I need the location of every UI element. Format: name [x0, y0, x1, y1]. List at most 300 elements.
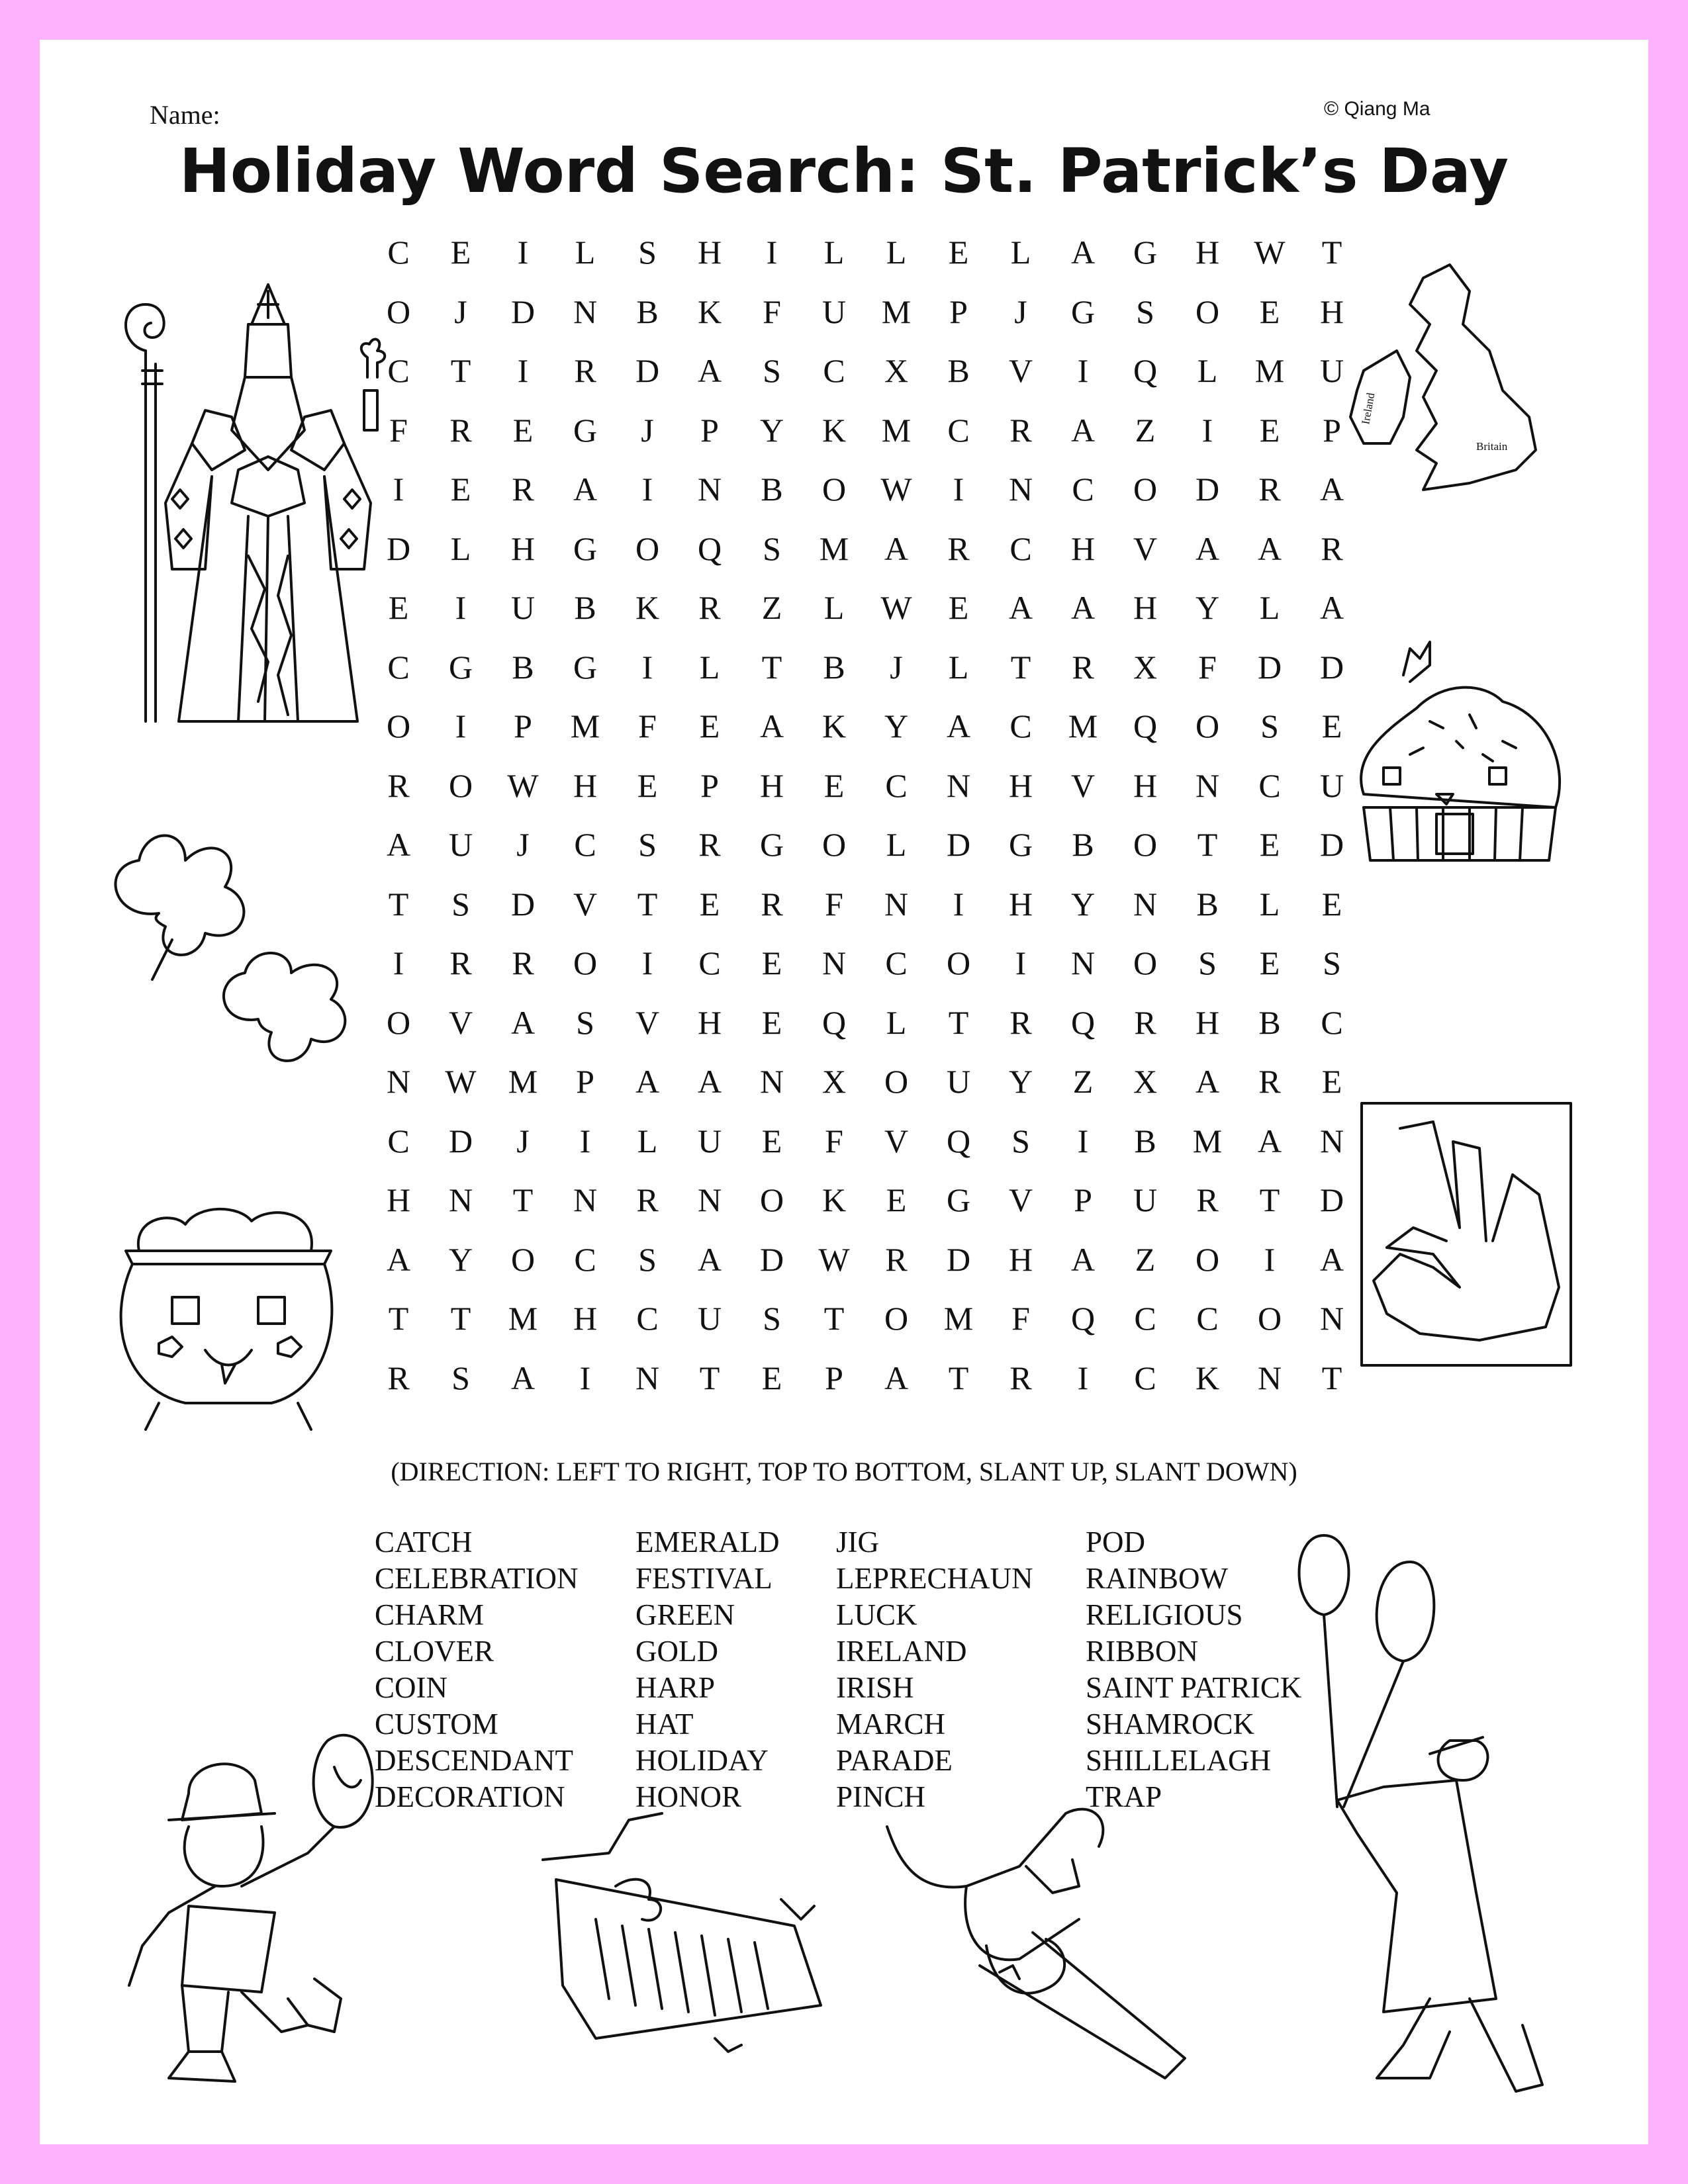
grid-letter: A: [1257, 529, 1282, 567]
grid-letter: S: [763, 352, 781, 389]
word-list-item: HAT: [635, 1707, 694, 1741]
grid-letter: U: [1319, 766, 1344, 804]
grid-letter: I: [953, 471, 964, 508]
word-list-item: TRAP: [1086, 1780, 1162, 1813]
word-list-item: JIG: [836, 1525, 879, 1559]
grid-letter: O: [635, 529, 660, 567]
grid-letter: R: [761, 885, 783, 923]
grid-letter: R: [387, 1359, 410, 1396]
grid-letter: D: [448, 1122, 473, 1160]
grid-letter: L: [886, 234, 907, 271]
grid-letter: V: [884, 1122, 909, 1160]
grid-letter: C: [1009, 707, 1032, 745]
grid-letter: H: [1070, 529, 1096, 567]
grid-letter: U: [510, 589, 536, 626]
grid-letter: I: [1264, 1240, 1276, 1278]
word-list-item: LUCK: [836, 1598, 917, 1631]
grid-letter: O: [821, 471, 847, 508]
grid-letter: A: [1008, 589, 1033, 626]
grid-letter: H: [510, 529, 536, 567]
grid-letter: S: [451, 885, 470, 923]
grid-letter: E: [699, 707, 720, 745]
cupcake-icon: [1337, 635, 1575, 927]
word-list-item: MARCH: [836, 1707, 946, 1741]
direction-note: (DIRECTION: LEFT TO RIGHT, TOP TO BOTTOM, SLANT UP, SLANT DOWN): [391, 1457, 1297, 1486]
grid-letter: S: [638, 1240, 657, 1278]
word-list-item: PINCH: [836, 1780, 926, 1813]
word-list-item: GOLD: [635, 1635, 718, 1668]
grid-letter: R: [1009, 1359, 1032, 1396]
grid-letter: L: [1259, 589, 1280, 626]
grid-letter: J: [516, 826, 530, 863]
grid-letter: X: [821, 1063, 847, 1100]
ok-hand-icon: [1360, 1102, 1572, 1367]
grid-letter: O: [1195, 707, 1220, 745]
grid-letter: B: [1134, 1122, 1156, 1160]
grid-letter: H: [1008, 1240, 1033, 1278]
grid-letter: C: [574, 826, 596, 863]
grid-letter: O: [1133, 944, 1158, 981]
word-list-item: DECORATION: [375, 1780, 565, 1813]
grid-letter: J: [1014, 293, 1027, 330]
grid-letter: O: [573, 944, 598, 981]
grid-letter: I: [517, 352, 529, 389]
grid-letter: R: [387, 766, 410, 804]
grid-letter: Y: [884, 707, 909, 745]
grid-letter: L: [823, 234, 845, 271]
britain-ireland-map-icon: [1337, 251, 1562, 503]
grid-letter: N: [697, 471, 722, 508]
grid-letter: S: [451, 1359, 470, 1396]
grid-letter: I: [641, 944, 653, 981]
grid-letter: U: [697, 1122, 722, 1160]
grid-letter: T: [388, 1300, 409, 1337]
grid-letter: R: [636, 1181, 659, 1218]
grid-letter: O: [510, 1240, 536, 1278]
grid-letter: E: [450, 471, 471, 508]
grid-letter: S: [1011, 1122, 1030, 1160]
grid-letter: T: [761, 648, 782, 686]
grid-letter: G: [573, 648, 598, 686]
grid-letter: I: [641, 471, 653, 508]
grid-letter: O: [386, 1003, 411, 1041]
grid-letter: I: [1201, 411, 1213, 449]
grid-letter: H: [573, 1300, 598, 1337]
grid-letter: M: [570, 707, 600, 745]
grid-letter: U: [1319, 352, 1344, 389]
grid-letter: O: [759, 1181, 784, 1218]
grid-letter: E: [1259, 411, 1280, 449]
grid-letter: A: [1070, 411, 1096, 449]
grid-letter: E: [388, 589, 409, 626]
grid-letter: D: [510, 885, 536, 923]
word-list-item: COIN: [375, 1671, 447, 1704]
grid-letter: E: [450, 234, 471, 271]
grid-letter: N: [884, 885, 909, 923]
grid-letter: X: [884, 352, 909, 389]
grid-letter: E: [761, 1122, 782, 1160]
grid-letter: G: [1133, 234, 1158, 271]
grid-letter: I: [641, 648, 653, 686]
word-list-item: GREEN: [635, 1598, 735, 1631]
grid-letter: C: [387, 234, 410, 271]
grid-letter: D: [1319, 648, 1344, 686]
word-list-item: CELEBRATION: [375, 1562, 579, 1595]
grid-letter: O: [1195, 293, 1220, 330]
copyright: © Qiang Ma: [1324, 98, 1430, 120]
grid-letter: B: [1196, 885, 1219, 923]
grid-letter: Q: [821, 1003, 847, 1041]
grid-letter: N: [1133, 885, 1158, 923]
grid-letter: A: [946, 707, 971, 745]
grid-letter: O: [821, 826, 847, 863]
grid-letter: R: [512, 471, 534, 508]
grid-letter: I: [579, 1359, 591, 1396]
grid-letter: Z: [1135, 1240, 1156, 1278]
grid-letter: Y: [448, 1240, 473, 1278]
grid-letter: W: [880, 589, 912, 626]
grid-letter: A: [697, 352, 722, 389]
grid-letter: N: [386, 1063, 411, 1100]
grid-letter: R: [1258, 471, 1281, 508]
word-list-item: EMERALD: [635, 1525, 780, 1559]
pot-of-gold-icon: [106, 1191, 384, 1456]
grid-letter: S: [1260, 707, 1279, 745]
grid-letter: E: [761, 1003, 782, 1041]
grid-letter: U: [697, 1300, 722, 1337]
grid-letter: H: [1008, 885, 1033, 923]
grid-letter: W: [818, 1240, 850, 1278]
grid-letter: Y: [1195, 589, 1220, 626]
grid-letter: N: [1257, 1359, 1282, 1396]
grid-letter: D: [759, 1240, 784, 1278]
grid-letter: H: [1195, 1003, 1220, 1041]
word-list-item: LEPRECHAUN: [836, 1562, 1033, 1595]
grid-letter: L: [637, 1122, 658, 1160]
grid-letter: B: [574, 589, 596, 626]
grid-letter: V: [573, 885, 598, 923]
grid-letter: S: [1198, 944, 1217, 981]
grid-letter: K: [635, 589, 660, 626]
girl-with-balloons-icon: [1231, 1522, 1602, 2105]
grid-letter: K: [821, 1181, 847, 1218]
shillelagh-icon: [880, 1787, 1211, 2091]
grid-letter: O: [386, 293, 411, 330]
grid-letter: S: [576, 1003, 594, 1041]
grid-letter: N: [1195, 766, 1220, 804]
grid-letter: N: [1319, 1300, 1344, 1337]
grid-letter: Y: [1070, 885, 1096, 923]
grid-letter: D: [1195, 471, 1220, 508]
grid-letter: L: [886, 826, 907, 863]
grid-letter: H: [1133, 589, 1158, 626]
grid-letter: N: [697, 1181, 722, 1218]
grid-letter: L: [886, 1003, 907, 1041]
grid-letter: T: [450, 352, 471, 389]
grid-letter: M: [881, 411, 912, 449]
grid-letter: A: [884, 1359, 909, 1396]
word-list-item: CHARM: [375, 1598, 485, 1631]
grid-letter: V: [1070, 766, 1096, 804]
grid-letter: I: [517, 234, 529, 271]
grid-letter: A: [386, 826, 411, 863]
grid-letter: R: [1321, 529, 1343, 567]
grid-letter: C: [1196, 1300, 1219, 1337]
grid-letter: A: [697, 1063, 722, 1100]
grid-letter: H: [1319, 293, 1344, 330]
grid-letter: D: [510, 293, 536, 330]
grid-letter: K: [1195, 1359, 1220, 1396]
page-title: Holiday Word Search: St. Patrick’s Day: [179, 136, 1509, 206]
grid-letter: R: [1196, 1181, 1219, 1218]
grid-letter: T: [1259, 1181, 1280, 1218]
grid-letter: G: [759, 826, 784, 863]
grid-letter: A: [1319, 471, 1344, 508]
grid-letter: Z: [1072, 1063, 1094, 1100]
grid-letter: Z: [761, 589, 782, 626]
grid-letter: Q: [1133, 707, 1158, 745]
grid-letter: V: [635, 1003, 660, 1041]
grid-letter: C: [885, 766, 908, 804]
grid-letter: C: [574, 1240, 596, 1278]
grid-letter: N: [573, 293, 598, 330]
grid-letter: O: [946, 944, 971, 981]
grid-letter: B: [823, 648, 845, 686]
grid-letter: L: [1259, 885, 1280, 923]
grid-letter: D: [1257, 648, 1282, 686]
grid-letter: F: [825, 1122, 843, 1160]
grid-letter: J: [454, 293, 467, 330]
grid-letter: E: [1259, 944, 1280, 981]
grid-letter: T: [948, 1003, 969, 1041]
word-list-item: RAINBOW: [1086, 1562, 1228, 1595]
grid-letter: R: [1072, 648, 1094, 686]
grid-letter: F: [389, 411, 408, 449]
grid-letter: T: [948, 1359, 969, 1396]
grid-letter: K: [821, 411, 847, 449]
grid-letter: E: [1321, 1063, 1342, 1100]
letter-grid: [367, 223, 1363, 1408]
word-list-item: CUSTOM: [375, 1707, 498, 1741]
grid-letter: R: [1258, 1063, 1281, 1100]
word-list-item: DESCENDANT: [375, 1744, 573, 1777]
grid-letter: C: [823, 352, 845, 389]
grid-letter: L: [1197, 352, 1218, 389]
grid-letter: G: [1070, 293, 1096, 330]
grid-letter: T: [1010, 648, 1031, 686]
word-list-item: SHILLELAGH: [1086, 1744, 1271, 1777]
grid-letter: A: [697, 1240, 722, 1278]
grid-letter: T: [637, 885, 658, 923]
grid-letter: B: [1258, 1003, 1281, 1041]
grid-letter: T: [388, 885, 409, 923]
grid-letter: Q: [697, 529, 722, 567]
grid-letter: P: [1074, 1181, 1092, 1218]
grid-letter: J: [516, 1122, 530, 1160]
grid-letter: A: [1070, 589, 1096, 626]
grid-letter: E: [823, 766, 845, 804]
leprechaun-icon: [89, 1721, 473, 2091]
grid-letter: V: [1133, 529, 1158, 567]
grid-letter: B: [1072, 826, 1094, 863]
grid-letter: U: [946, 1063, 971, 1100]
grid-letter: T: [1321, 234, 1342, 271]
grid-letter: R: [698, 589, 721, 626]
grid-letter: R: [512, 944, 534, 981]
grid-letter: R: [449, 944, 472, 981]
word-list-item: PARADE: [836, 1744, 953, 1777]
word-list-item: IRELAND: [836, 1635, 967, 1668]
grid-letter: I: [1077, 352, 1089, 389]
word-list-item: CLOVER: [375, 1635, 494, 1668]
grid-letter: O: [386, 707, 411, 745]
grid-letter: K: [697, 293, 722, 330]
grid-letter: A: [510, 1359, 536, 1396]
grid-letter: W: [445, 1063, 477, 1100]
grid-letter: G: [1008, 826, 1033, 863]
grid-letter: C: [1072, 471, 1094, 508]
grid-letter: A: [1070, 234, 1096, 271]
grid-letter: I: [953, 885, 964, 923]
grid-letter: R: [1009, 1003, 1032, 1041]
grid-letter: M: [1068, 707, 1098, 745]
grid-letter: M: [881, 293, 912, 330]
grid-letter: D: [946, 1240, 971, 1278]
word-list-item: HONOR: [635, 1780, 742, 1813]
word-list-item: HOLIDAY: [635, 1744, 769, 1777]
grid-letter: U: [821, 293, 847, 330]
grid-letter: T: [512, 1181, 534, 1218]
grid-letter: T: [823, 1300, 845, 1337]
grid-letter: H: [759, 766, 784, 804]
grid-letter: A: [759, 707, 784, 745]
grid-letter: O: [448, 766, 473, 804]
grid-letter: G: [573, 411, 598, 449]
grid-letter: A: [884, 529, 909, 567]
grid-letter: M: [1192, 1122, 1223, 1160]
grid-letter: N: [759, 1063, 784, 1100]
word-list-item: FESTIVAL: [635, 1562, 773, 1595]
grid-letter: I: [1077, 1359, 1089, 1396]
grid-letter: X: [1133, 648, 1158, 686]
grid-letter: E: [699, 885, 720, 923]
grid-letter: C: [1134, 1300, 1156, 1337]
grid-letter: E: [1321, 885, 1342, 923]
grid-letter: L: [699, 648, 720, 686]
grid-letter: Z: [1135, 411, 1156, 449]
grid-letter: F: [1011, 1300, 1030, 1337]
grid-letter: O: [1257, 1300, 1282, 1337]
grid-letter: R: [1134, 1003, 1156, 1041]
grid-letter: C: [636, 1300, 659, 1337]
grid-letter: A: [573, 471, 598, 508]
grid-letter: P: [700, 411, 719, 449]
grid-letter: B: [636, 293, 659, 330]
worksheet: [40, 40, 1648, 2144]
grid-letter: K: [821, 707, 847, 745]
grid-letter: M: [819, 529, 849, 567]
grid-letter: E: [1321, 707, 1342, 745]
grid-letter: D: [386, 529, 411, 567]
grid-letter: R: [449, 411, 472, 449]
grid-letter: E: [512, 411, 534, 449]
grid-letter: X: [1133, 1063, 1158, 1100]
word-column-2: [635, 1524, 780, 1815]
word-list-item: RIBBON: [1086, 1635, 1199, 1668]
grid-letter: S: [638, 826, 657, 863]
grid-letter: Y: [1008, 1063, 1033, 1100]
grid-letter: B: [761, 471, 783, 508]
grid-letter: D: [1319, 1181, 1344, 1218]
grid-letter: A: [1195, 1063, 1220, 1100]
grid-letter: E: [948, 234, 969, 271]
grid-letter: N: [1070, 944, 1096, 981]
grid-letter: R: [1009, 411, 1032, 449]
grid-letter: Y: [759, 411, 784, 449]
grid-letter: C: [1009, 529, 1032, 567]
grid-letter: C: [1321, 1003, 1343, 1041]
grid-letter: D: [1319, 826, 1344, 863]
grid-letter: L: [948, 648, 969, 686]
grid-letter: T: [1321, 1359, 1342, 1396]
grid-letter: O: [1195, 1240, 1220, 1278]
grid-letter: R: [885, 1240, 908, 1278]
grid-letter: N: [1319, 1122, 1344, 1160]
grid-letter: Q: [1070, 1003, 1096, 1041]
grid-letter: C: [387, 1122, 410, 1160]
grid-letter: S: [638, 234, 657, 271]
grid-letter: F: [638, 707, 657, 745]
word-list-item: CATCH: [375, 1525, 473, 1559]
grid-letter: V: [1008, 1181, 1033, 1218]
word-list-item: SHAMROCK: [1086, 1707, 1255, 1741]
grid-letter: E: [637, 766, 658, 804]
grid-letter: C: [387, 648, 410, 686]
grid-letter: F: [825, 885, 843, 923]
grid-letter: T: [699, 1359, 720, 1396]
grid-letter: Q: [946, 1122, 971, 1160]
grid-letter: L: [575, 234, 596, 271]
grid-letter: H: [697, 234, 722, 271]
grid-letter: I: [1015, 944, 1027, 981]
grid-letter: M: [1254, 352, 1285, 389]
grid-letter: P: [576, 1063, 594, 1100]
word-list-item: POD: [1086, 1525, 1146, 1559]
grid-letter: S: [763, 1300, 781, 1337]
grid-letter: J: [890, 648, 903, 686]
word-list-item: IRISH: [836, 1671, 914, 1704]
grid-letter: O: [884, 1300, 909, 1337]
grid-letter: L: [1010, 234, 1031, 271]
grid-letter: D: [635, 352, 660, 389]
grid-letter: E: [948, 589, 969, 626]
grid-letter: O: [1133, 471, 1158, 508]
grid-letter: N: [635, 1359, 660, 1396]
grid-letter: N: [448, 1181, 473, 1218]
grid-letter: A: [635, 1063, 660, 1100]
grid-letter: I: [455, 589, 467, 626]
grid-letter: E: [761, 1359, 782, 1396]
grid-letter: R: [698, 826, 721, 863]
grid-letter: U: [1133, 1181, 1158, 1218]
grid-letter: Q: [1133, 352, 1158, 389]
grid-letter: P: [1323, 411, 1341, 449]
grid-letter: H: [697, 1003, 722, 1041]
grid-letter: W: [1254, 234, 1286, 271]
grid-letter: N: [573, 1181, 598, 1218]
grid-letter: A: [386, 1240, 411, 1278]
grid-letter: V: [1008, 352, 1033, 389]
